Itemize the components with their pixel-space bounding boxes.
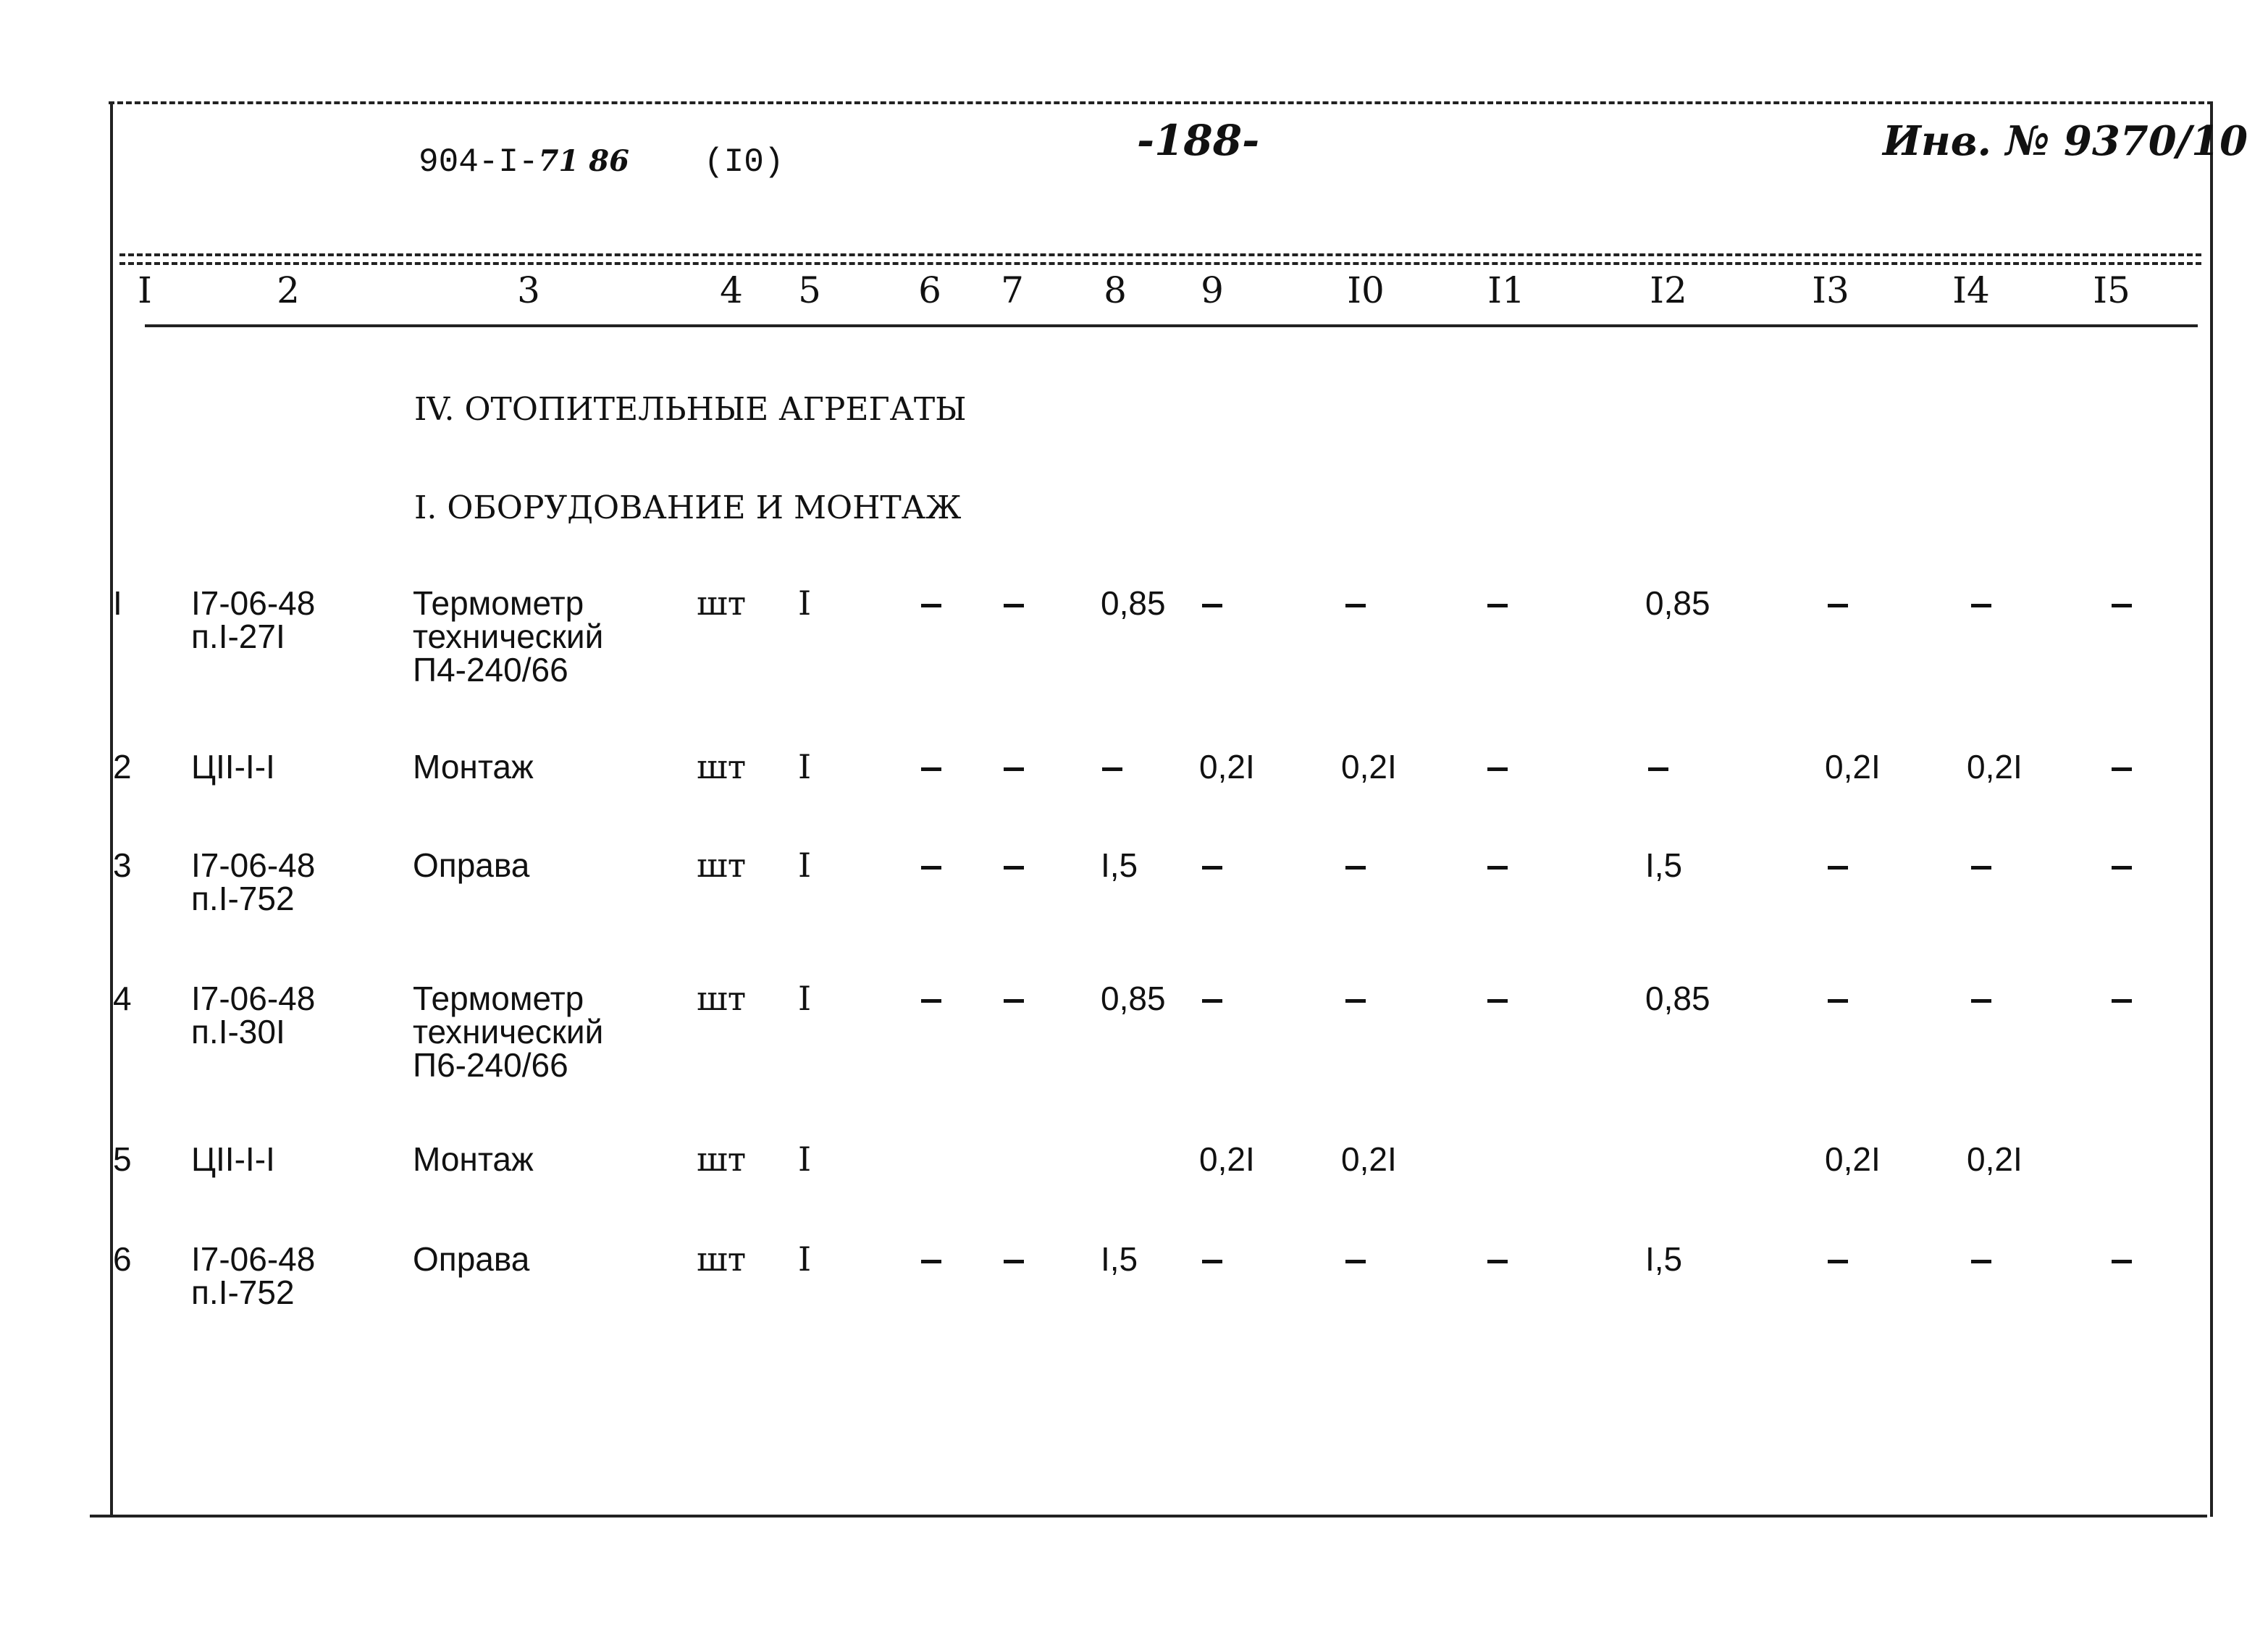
- cell-dash-c7: [1004, 1260, 1024, 1263]
- cell-dash-c11: [1487, 767, 1508, 771]
- row-quantity: I: [798, 1140, 812, 1179]
- column-number-2: 2: [277, 269, 300, 311]
- row-unit: шт: [697, 747, 747, 786]
- cell-dash-c7: [1004, 866, 1024, 870]
- cell-dash-c7: [1004, 767, 1024, 771]
- column-number-11: I1: [1487, 269, 1525, 311]
- cell-dash-c11: [1487, 604, 1508, 607]
- cell-dash-c6: [921, 1260, 941, 1263]
- document-code-printed: 904-I-: [419, 143, 539, 181]
- cell-dash-c9: [1202, 866, 1222, 870]
- cell-value-c14: 0,2I: [1967, 748, 2023, 786]
- row-code: I7-06-48 п.I-27I: [191, 584, 316, 655]
- cell-dash-c15: [2112, 999, 2132, 1003]
- column-number-5: 5: [798, 269, 821, 311]
- cell-dash-c10: [1345, 604, 1366, 607]
- cell-value-c10: 0,2I: [1341, 748, 1397, 786]
- cell-value-c12: 0,85: [1645, 584, 1710, 622]
- cell-dash-c14: [1971, 866, 1991, 870]
- cell-dash-c15: [2112, 604, 2132, 607]
- cell-dash-c9: [1202, 1260, 1222, 1263]
- cell-value-c9: 0,2I: [1199, 748, 1255, 786]
- row-name: Термометр технический П4-240/66: [413, 584, 604, 689]
- row-unit: шт: [697, 979, 747, 1018]
- row-unit: шт: [697, 846, 747, 885]
- column-number-9: 9: [1201, 269, 1224, 311]
- cell-dash-c6: [921, 866, 941, 870]
- cell-value-c9: 0,2I: [1199, 1140, 1255, 1178]
- cell-dash-c14: [1971, 1260, 1991, 1263]
- cell-dash-c13: [1828, 866, 1848, 870]
- cell-dash-c8: [1102, 767, 1122, 771]
- row-unit: шт: [697, 584, 747, 623]
- row-quantity: I: [798, 846, 812, 885]
- row-quantity: I: [798, 584, 812, 623]
- column-number-3: 3: [517, 269, 540, 311]
- cell-dash-c9: [1202, 604, 1222, 607]
- column-number-4: 4: [720, 269, 743, 311]
- cell-dash-c12: [1648, 767, 1668, 771]
- cell-dash-c9: [1202, 999, 1222, 1003]
- subsection-title: I. ОБОРУДОВАНИЕ И МОНТАЖ: [414, 489, 962, 526]
- cell-dash-c10: [1345, 866, 1366, 870]
- cell-dash-c15: [2112, 1260, 2132, 1263]
- cell-value-c12: I,5: [1645, 846, 1683, 884]
- row-number: 2: [113, 748, 132, 786]
- cell-dash-c10: [1345, 1260, 1366, 1263]
- row-name: Оправа: [413, 846, 530, 884]
- inventory-number: Инв. № 9370/10: [1883, 117, 2248, 165]
- row-name: Монтаж: [413, 1140, 534, 1178]
- cell-dash-c13: [1828, 1260, 1848, 1263]
- column-number-15: I5: [2093, 269, 2130, 311]
- cell-dash-c13: [1828, 999, 1848, 1003]
- cell-dash-c13: [1828, 604, 1848, 607]
- frame-left-border: [110, 101, 113, 1517]
- cell-dash-c6: [921, 767, 941, 771]
- cell-dash-c10: [1345, 999, 1366, 1003]
- cell-dash-c6: [921, 999, 941, 1003]
- column-number-10: I0: [1347, 269, 1385, 311]
- cell-dash-c6: [921, 604, 941, 607]
- row-quantity: I: [798, 1239, 812, 1279]
- cell-dash-c11: [1487, 999, 1508, 1003]
- column-header-top-rule-2: [119, 262, 2201, 265]
- cell-value-c13: 0,2I: [1825, 748, 1881, 786]
- row-code: I7-06-48 п.I-30I: [191, 980, 316, 1051]
- cell-value-c8: I,5: [1101, 846, 1138, 884]
- page-number: -188-: [1137, 116, 1260, 165]
- column-header-bottom-rule: [145, 324, 2198, 327]
- row-number: I: [113, 584, 122, 622]
- cell-value-c8: 0,85: [1101, 584, 1166, 622]
- row-unit: шт: [697, 1140, 747, 1179]
- cell-dash-c15: [2112, 767, 2132, 771]
- frame-right-border: [2210, 101, 2213, 1517]
- column-header-top-rule: [119, 253, 2201, 256]
- cell-dash-c11: [1487, 1260, 1508, 1263]
- document-code: [419, 143, 629, 181]
- row-number: 6: [113, 1240, 132, 1278]
- cell-value-c8: 0,85: [1101, 980, 1166, 1017]
- frame-top-border: [109, 101, 2213, 104]
- row-name: Термометр технический П6-240/66: [413, 980, 604, 1084]
- row-code: I7-06-48 п.I-752: [191, 1240, 316, 1311]
- cell-dash-c14: [1971, 604, 1991, 607]
- column-number-7: 7: [1001, 269, 1024, 311]
- cell-value-c12: 0,85: [1645, 980, 1710, 1017]
- column-number-12: I2: [1650, 269, 1687, 311]
- row-code: ЦII-I-I: [191, 748, 275, 786]
- row-name: Оправа: [413, 1240, 530, 1278]
- row-code: I7-06-48 п.I-752: [191, 846, 316, 917]
- cell-dash-c14: [1971, 999, 1991, 1003]
- column-number-1: I: [138, 269, 152, 311]
- column-number-14: I4: [1952, 269, 1990, 311]
- cell-value-c10: 0,2I: [1341, 1140, 1397, 1178]
- row-number: 3: [113, 846, 132, 884]
- row-quantity: I: [798, 979, 812, 1018]
- cell-dash-c7: [1004, 999, 1024, 1003]
- row-quantity: I: [798, 747, 812, 786]
- frame-bottom-border: [90, 1515, 2207, 1518]
- cell-value-c13: 0,2I: [1825, 1140, 1881, 1178]
- row-number: 4: [113, 980, 132, 1017]
- column-number-8: 8: [1104, 269, 1127, 311]
- cell-dash-c7: [1004, 604, 1024, 607]
- row-number: 5: [113, 1140, 132, 1178]
- cell-value-c14: 0,2I: [1967, 1140, 2023, 1178]
- cell-dash-c11: [1487, 866, 1508, 870]
- sheet-tag: (I0): [704, 143, 784, 181]
- row-unit: шт: [697, 1239, 747, 1279]
- cell-dash-c15: [2112, 866, 2132, 870]
- section-title: IV. ОТОПИТЕЛЬНЫЕ АГРЕГАТЫ: [414, 391, 967, 428]
- column-number-6: 6: [918, 269, 941, 311]
- column-number-13: I3: [1812, 269, 1849, 311]
- row-name: Монтаж: [413, 748, 534, 786]
- document-code-handwritten: 71 86: [538, 144, 629, 178]
- cell-value-c12: I,5: [1645, 1240, 1683, 1278]
- cell-value-c8: I,5: [1101, 1240, 1138, 1278]
- row-code: ЦII-I-I: [191, 1140, 275, 1178]
